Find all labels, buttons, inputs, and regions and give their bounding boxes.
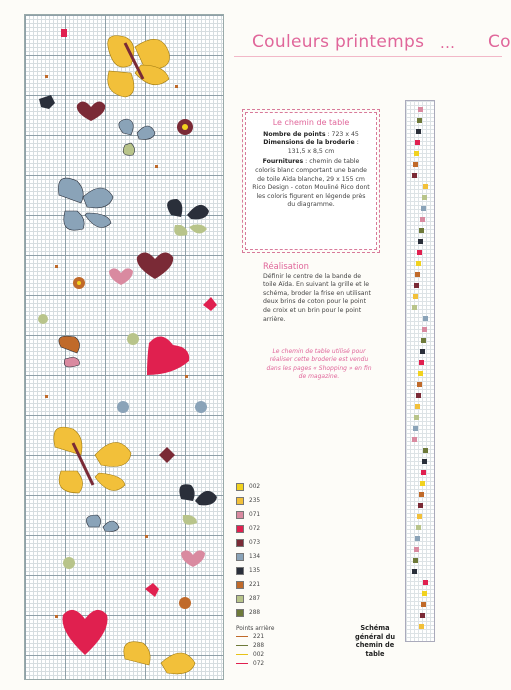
strip-motif: [422, 591, 427, 596]
backstitch-code: 072: [253, 660, 265, 667]
schema-caption: Schéma général du chemin de table: [354, 624, 396, 658]
strip-motif: [413, 162, 418, 167]
color-swatch: [236, 483, 244, 491]
color-swatch: [236, 595, 244, 603]
swatch-code: 288: [249, 610, 261, 616]
strip-motif: [412, 305, 417, 310]
color-swatch: [236, 539, 244, 547]
pink-heart-motif-2: [181, 550, 205, 567]
black-butterfly-motif-2: [179, 484, 217, 525]
strip-motif: [412, 569, 417, 574]
strip-motif: [421, 470, 426, 475]
cross-stitch-chart: [24, 14, 224, 680]
bottom-red-heart-motif: [62, 610, 107, 655]
points-label: Nombre de points: [263, 130, 326, 138]
legend-swatch-row: [236, 606, 296, 620]
overview-motifs: [406, 101, 434, 641]
backstitch-row: [236, 659, 296, 668]
legend-swatch-row: [236, 564, 296, 578]
strip-motif: [414, 547, 419, 552]
strip-motif: [419, 624, 424, 629]
strip-motif: [416, 393, 421, 398]
backstitch-row: [236, 650, 296, 659]
yellow-butterfly-motif-2: [54, 427, 131, 493]
dims-label: Dimensions de la broderie: [263, 139, 355, 147]
color-swatch: [236, 567, 244, 575]
red-tulip-motif: [203, 297, 217, 311]
strip-motif: [418, 107, 423, 112]
swatch-code: 072: [249, 526, 261, 532]
strip-motif: [415, 404, 420, 409]
card-heading: Le chemin de table: [272, 118, 350, 127]
strip-motif: [419, 228, 424, 233]
strip-motif: [420, 613, 425, 618]
legend-swatch-row: [236, 494, 296, 508]
strip-motif: [418, 371, 423, 376]
info-card: Le chemin de table Nombre de points : 723 x 45 Dimensions de la broderie : 131,5 x 8,5 cm Fournitures : chemin de table coloris blanc comportant une bande de toile Aïda blanche, 29 x 155 cm Rico Design - coton Mouliné Rico dont les coloris figurent en légende près du diagramme.: [245, 112, 377, 250]
swatch-code: 135: [249, 568, 261, 574]
blue-butterfly-motif: [119, 119, 155, 155]
yellow-butterfly-motif-3: [124, 642, 195, 674]
realisation-heading: Réalisation: [263, 261, 309, 271]
swatch-code: 071: [249, 512, 261, 518]
strip-motif: [413, 558, 418, 563]
color-swatch: [236, 581, 244, 589]
backstitch-row: [236, 632, 296, 641]
strip-motif: [420, 481, 425, 486]
supplies-label: Fournitures: [262, 158, 304, 166]
black-flower-motif: [39, 95, 55, 109]
strip-motif: [423, 184, 428, 189]
strip-motif: [420, 217, 425, 222]
strip-motif: [416, 525, 421, 530]
swatch-code: 073: [249, 540, 261, 546]
dims-value: 131,5 x 8,5 cm: [287, 147, 335, 155]
strip-motif: [413, 426, 418, 431]
legend-swatch-row: [236, 480, 296, 494]
backstitch-line: [236, 645, 248, 646]
color-swatch: [236, 553, 244, 561]
dark-flower-motif: [159, 447, 175, 463]
strip-motif: [423, 448, 428, 453]
backstitch-code: 002: [253, 651, 265, 658]
strip-motif: [423, 580, 428, 585]
page-title: [234, 30, 511, 57]
black-butterfly-motif: [167, 199, 209, 236]
strip-motif: [423, 316, 428, 321]
strip-motif: [417, 250, 422, 255]
strip-motif: [417, 514, 422, 519]
backstitch-line: [236, 636, 248, 637]
strip-motif: [417, 382, 422, 387]
dark-heart-motif: [77, 101, 105, 121]
chart-motifs: [25, 15, 223, 679]
backstitch-code: 288: [253, 642, 265, 649]
yellow-butterfly-motif: [108, 36, 170, 97]
strip-motif: [414, 151, 419, 156]
legend-swatch-row: [236, 522, 296, 536]
strip-motif: [413, 294, 418, 299]
strip-motif: [414, 415, 419, 420]
strip-motif: [420, 349, 425, 354]
strip-motif: [415, 140, 420, 145]
title-dots: ...: [440, 34, 456, 52]
strip-motif: [422, 195, 427, 200]
swatch-code: 221: [249, 582, 261, 588]
strip-motif: [421, 338, 426, 343]
grey-butterfly-motif-2: [86, 515, 119, 532]
grey-butterfly-motif: [58, 178, 113, 230]
strip-motif: [418, 503, 423, 508]
strip-motif: [421, 206, 426, 211]
legend-swatch-row: [236, 508, 296, 522]
legend-swatch-row: [236, 578, 296, 592]
color-swatch: [236, 609, 244, 617]
pink-heart-motif: [109, 268, 133, 285]
color-swatch: [236, 525, 244, 533]
strip-motif: [418, 239, 423, 244]
strip-motif: [416, 261, 421, 266]
small-pink-motif: [61, 29, 67, 37]
shopping-note: Le chemin de table utilisé pour réaliser cette broderie est vendu dans les pages « Shopping » en fin de magazine.: [266, 348, 372, 381]
legend-swatch-row: [236, 550, 296, 564]
swatch-code: 235: [249, 498, 261, 504]
realisation-body: Définir le centre de la bande de toile Aïda. En suivant la grille et le schéma, broder la frise en utilisant deux brins de coton pour le point de croix et un brin pour le point arrière.: [263, 272, 371, 323]
title-cut-text: Co: [488, 32, 511, 52]
strip-motif: [412, 437, 417, 442]
swatch-code: 002: [249, 484, 261, 490]
backstitch-line: [236, 654, 248, 655]
backstitch-line: [236, 663, 248, 664]
legend-swatch-row: [236, 592, 296, 606]
strip-motif: [421, 602, 426, 607]
striped-butterfly-motif: [59, 336, 80, 367]
color-legend: [236, 480, 296, 668]
swatch-code: 134: [249, 554, 261, 560]
color-swatch: [236, 511, 244, 519]
swatch-code: 287: [249, 596, 261, 602]
strip-motif: [415, 536, 420, 541]
title-text: Couleurs printemps: [252, 32, 425, 52]
backstitch-title: Points arrière: [236, 626, 275, 632]
red-heart-motif: [137, 252, 173, 279]
big-pink-heart-motif: [147, 336, 189, 375]
points-value: : 723 x 45: [327, 130, 359, 138]
strip-motif: [415, 272, 420, 277]
overview-strip: [405, 100, 435, 642]
red-tulip-motif-2: [145, 583, 159, 597]
backstitch-row: [236, 641, 296, 650]
color-swatch: [236, 497, 244, 505]
realisation-section: [263, 262, 375, 324]
backstitch-code: 221: [253, 633, 265, 640]
strip-motif: [422, 459, 427, 464]
supplies-value: : chemin de table coloris blanc comportant une bande de toile Aïda blanche, 29 x 155 cm Rico Design - coton Mouliné Rico dont les coloris figurent en légende près du diagramme.: [252, 158, 370, 209]
strip-motif: [416, 129, 421, 134]
strip-motif: [414, 283, 419, 288]
strip-motif: [417, 118, 422, 123]
legend-swatch-row: [236, 536, 296, 550]
strip-motif: [412, 173, 417, 178]
strip-motif: [419, 360, 424, 365]
strip-motif: [422, 327, 427, 332]
strip-motif: [419, 492, 424, 497]
